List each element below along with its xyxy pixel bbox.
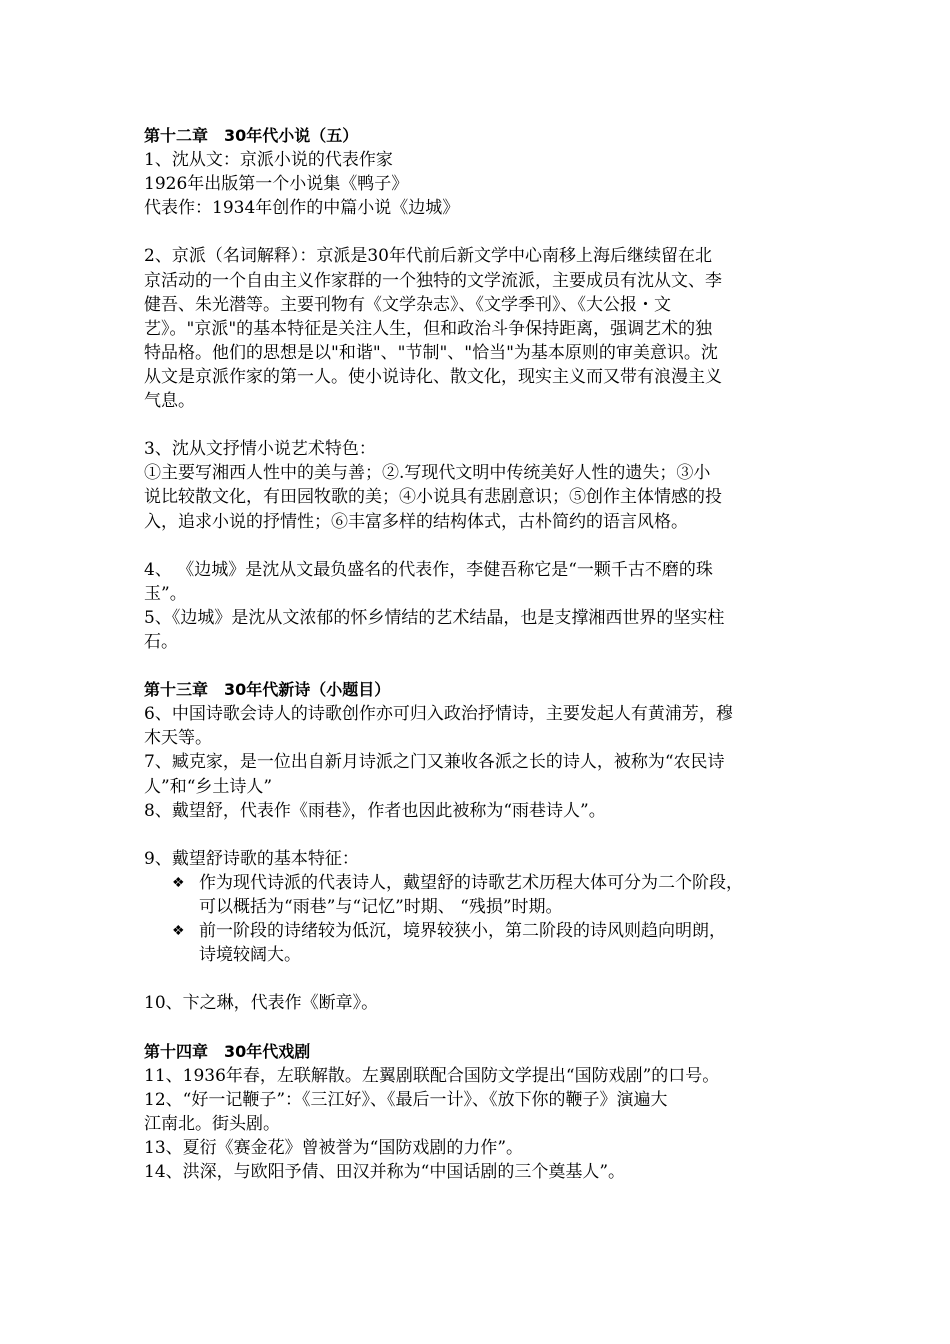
chapter-13-heading: 第十三章 30年代新诗（小题目）	[144, 680, 391, 700]
diamond-bullet-icon: ❖	[172, 874, 185, 891]
text-line: 入，追求小说的抒情性；⑥丰富多样的结构体式，古朴简约的语言风格。	[144, 511, 688, 532]
bullet-text: 前一阶段的诗绪较为低沉，境界较狭小，第二阶段的诗风则趋向明朗，	[199, 921, 726, 942]
text-line: 5、《边城》是沈从文浓郁的怀乡情结的艺术结晶，也是支撑湘西世界的坚实柱	[144, 607, 725, 628]
text-line: 京活动的一个自由主义作家群的一个独特的文学流派，主要成员有沈从文、李	[144, 270, 722, 291]
text-line: 4、 《边城》是沈从文最负盛名的代表作，李健吾称它是“一颗千古不磨的珠	[144, 559, 713, 580]
paragraph-gap	[144, 534, 824, 558]
paragraph-gap	[144, 967, 824, 991]
text-line: 人”和“乡土诗人”	[144, 776, 273, 797]
text-line: 木天等。	[144, 728, 212, 749]
bullet-text: 可以概括为“雨巷”与“记忆”时期、 “残损”时期。	[199, 897, 563, 917]
text-line: ①主要写湘西人性中的美与善；②.写现代文明中传统美好人性的遗失；③小	[144, 463, 711, 484]
text-line: 艺》。"京派"的基本特征是关注人生，但和政治斗争保持距离，强调艺术的独	[144, 318, 713, 339]
bullet-item	[144, 871, 824, 895]
bullet-continuation	[144, 895, 824, 919]
text-line: 10、卞之琳，代表作《断章》。	[144, 993, 379, 1014]
text-line: 代表作：1934年创作的中篇小说《边城》	[144, 198, 460, 219]
document-page	[144, 124, 824, 1184]
paragraph-gap	[144, 220, 824, 244]
text-line: 6、中国诗歌会诗人的诗歌创作亦可归入政治抒情诗，主要发起人有黄浦芳，穆	[144, 704, 733, 725]
text-line: 玉”。	[144, 583, 187, 604]
text-line: 12、“好一记鞭子”：《三江好》、《最后一计》、《放下你的鞭子》演遍大	[144, 1089, 668, 1110]
paragraph-gap	[144, 1015, 824, 1039]
text-line: 从文是京派作家的第一人。使小说诗化、散文化，现实主义而又带有浪漫主义	[144, 366, 722, 387]
paragraph-gap	[144, 823, 824, 847]
text-line: 14、洪深，与欧阳予倩、田汉并称为“中国话剧的三个奠基人”。	[144, 1162, 626, 1183]
diamond-bullet-icon: ❖	[172, 923, 185, 940]
text-line: 气息。	[144, 391, 195, 412]
text-line: 9、戴望舒诗歌的基本特征：	[144, 848, 359, 869]
bullet-list	[144, 871, 824, 967]
text-line: 7、臧克家，是一位出自新月诗派之门又兼收各派之长的诗人，被称为“农民诗	[144, 752, 725, 773]
text-line: 13、夏衍《赛金花》曾被誉为“国防戏剧的力作”。	[144, 1137, 524, 1158]
text-line: 石。	[144, 631, 178, 652]
chapter-12-heading: 第十二章 30年代小说（五）	[144, 126, 359, 145]
text-line: 健吾、朱光潜等。主要刊物有《文学杂志》、《文学季刊》、《大公报・文	[144, 294, 671, 315]
text-line: 8、戴望舒，代表作《雨巷》，作者也因此被称为“雨巷诗人”。	[144, 800, 606, 821]
paragraph-gap	[144, 654, 824, 678]
text-line: 江南北。街头剧。	[144, 1113, 280, 1134]
bullet-item	[144, 919, 824, 943]
text-line: 2、京派（名词解释）：京派是30年代前后新文学中心南移上海后继续留在北	[144, 246, 712, 267]
text-line: 11、1936年春，左联解散。左翼剧联配合国防文学提出“国防戏剧”的口号。	[144, 1065, 720, 1086]
chapter-14-heading: 第十四章 30年代戏剧	[144, 1041, 311, 1061]
text-line: 说比较散文化，有田园牧歌的美；④小说具有悲剧意识；⑤创作主体情感的投	[144, 487, 722, 508]
bullet-continuation	[144, 943, 824, 967]
bullet-text: 诗境较阔大。	[199, 945, 301, 966]
bullet-text: 作为现代诗派的代表诗人，戴望舒的诗歌艺术历程大体可分为二个阶段，	[199, 872, 743, 893]
paragraph-gap	[144, 413, 824, 437]
text-line: 1926年出版第一个小说集《鸭子》	[144, 174, 409, 195]
text-line: 1、沈从文：京派小说的代表作家	[144, 150, 393, 171]
text-line: 特品格。他们的思想是以"和谐"、"节制"、"恰当"为基本原则的审美意识。沈	[144, 342, 718, 363]
text-line: 3、沈从文抒情小说艺术特色：	[144, 439, 376, 460]
